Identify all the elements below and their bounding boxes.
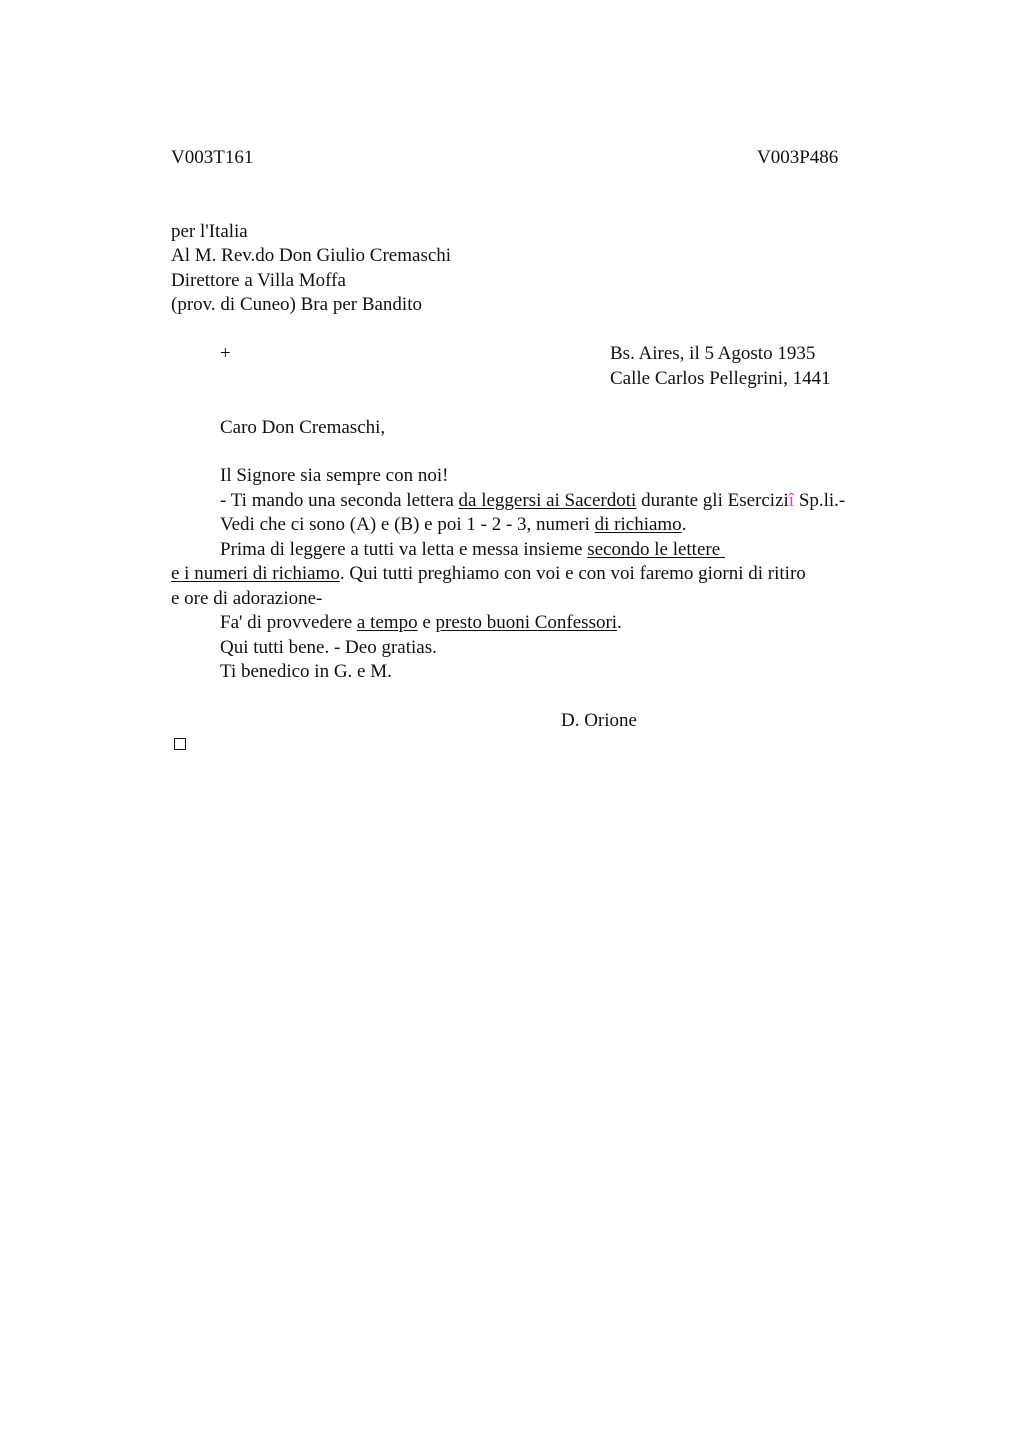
underlined-text: e i numeri di richiamo <box>171 563 340 584</box>
underlined-text: presto buoni Confessori <box>435 612 618 633</box>
body-line: e ore di adorazione- <box>171 588 323 609</box>
body-line: Qui tutti bene. - Deo gratias. <box>220 637 437 658</box>
underlined-text: a tempo <box>356 612 418 633</box>
cross-mark: + <box>220 343 231 364</box>
document-code-left: V003T161 <box>171 147 254 168</box>
sender-street: Calle Carlos Pellegrini, 1441 <box>610 368 831 389</box>
address-line: Direttore a Villa Moffa <box>171 270 346 291</box>
body-line: - Ti mando una seconda lettera da leggersi ai Sacerdoti durante gli Eserciziî Sp.li.- <box>220 490 846 511</box>
body-line: Fa' di provvedere a tempo e presto buoni Confessori. <box>220 612 622 633</box>
document-code-right: V003P486 <box>757 147 839 168</box>
signature: D. Orione <box>561 710 637 731</box>
place-date: Bs. Aires, il 5 Agosto 1935 <box>610 343 816 364</box>
underlined-text: da leggersi ai Sacerdoti <box>458 490 637 511</box>
body-line: Prima di leggere a tutti va letta e messa insieme secondo le lettere <box>220 539 725 560</box>
address-line: per l'Italia <box>171 221 248 242</box>
body-line: e i numeri di richiamo. Qui tutti preghiamo con voi e con voi faremo giorni di ritiro <box>171 563 806 584</box>
body-line: Il Signore sia sempre con noi! <box>220 465 449 486</box>
address-line: Al M. Rev.do Don Giulio Cremaschi <box>171 245 452 266</box>
address-line: (prov. di Cuneo) Bra per Bandito <box>171 294 422 315</box>
underlined-text: di richiamo <box>594 514 682 535</box>
underlined-text: secondo le lettere <box>587 539 725 560</box>
body-line: Vedi che ci sono (A) e (B) e poi 1 - 2 - 3, numeri di richiamo. <box>220 514 687 535</box>
salutation: Caro Don Cremaschi, <box>220 417 386 438</box>
highlighted-mark: î <box>788 490 795 511</box>
square-glyph-icon <box>174 738 186 750</box>
body-line: Ti benedico in G. e M. <box>220 661 392 682</box>
